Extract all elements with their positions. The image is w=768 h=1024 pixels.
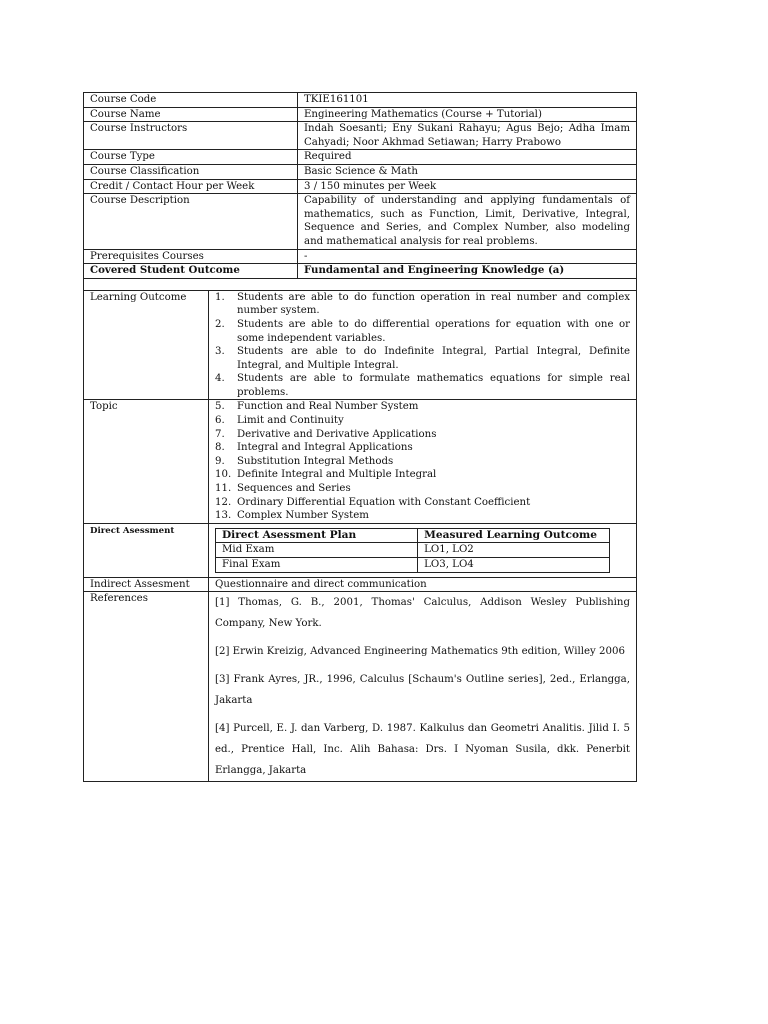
list-item xyxy=(215,482,630,496)
list-number: 5. xyxy=(215,401,225,413)
course-type-label: Course Type xyxy=(84,150,298,165)
list-item xyxy=(215,509,630,523)
reference-item: [4] Purcell, E. J. dan Varberg, D. 1987. Kalkulus dan Geometri Analitis. Jilid I. 5 ed., Prentice Hall, Inc. Alih Bahasa: Drs. I Nyoman Susila, dkk. Penerbit Erlangga, Jakarta xyxy=(215,723,630,777)
credit-hour-label: Credit / Contact Hour per Week xyxy=(84,179,298,194)
course-detail-table xyxy=(83,290,637,782)
course-classification-value: Basic Science & Math xyxy=(298,164,637,179)
topic-list xyxy=(215,400,630,522)
course-type-value: Required xyxy=(298,150,637,165)
list-number: 13. xyxy=(215,510,232,522)
indirect-assessment-value: Questionnaire and direct communication xyxy=(209,577,637,592)
table-row xyxy=(216,528,610,543)
direct-assessment-label-cell xyxy=(84,523,209,577)
course-classification-label: Course Classification xyxy=(84,164,298,179)
list-item xyxy=(215,372,630,399)
table-spacer-row xyxy=(84,278,637,290)
learning-outcome-cell xyxy=(209,290,637,400)
plan-cell: Mid Exam xyxy=(216,543,418,558)
course-code-value: TKIE161101 xyxy=(298,93,637,108)
outcome-cell: LO1, LO2 xyxy=(418,543,610,558)
list-item xyxy=(215,441,630,455)
list-number: 2. xyxy=(215,318,225,330)
list-number: 8. xyxy=(215,442,225,454)
list-text: Students are able to do differential operations for equation with one or some independent variables. xyxy=(237,318,630,344)
list-text: Function and Real Number System xyxy=(237,401,419,413)
references-label: References xyxy=(84,592,209,782)
table-row xyxy=(216,558,610,573)
list-item xyxy=(215,468,630,482)
table-row xyxy=(216,543,610,558)
assessment-plan-table xyxy=(215,528,610,573)
list-number: 12. xyxy=(215,496,232,508)
course-instructors-value: Indah Soesanti; Eny Sukani Rahayu; Agus Bejo; Adha Imam Cahyadi; Noor Akhmad Setiawan; Harry Prabowo xyxy=(298,122,637,150)
table-row xyxy=(84,179,637,194)
list-number: 1. xyxy=(215,291,225,303)
topic-label: Topic xyxy=(84,400,209,523)
table-row xyxy=(84,523,637,577)
list-text: Complex Number System xyxy=(237,510,369,522)
course-description-value: Capability of understanding and applying fundamentals of mathematics, such as Function, Limit, Derivative, Integral, Sequence and Series, and Complex Number, also modeling and mathematical analysis for real problems. xyxy=(298,194,637,249)
table-row xyxy=(84,264,637,279)
list-number: 4. xyxy=(215,373,225,385)
list-item xyxy=(215,291,630,318)
list-number: 9. xyxy=(215,455,225,467)
spacer-cell xyxy=(84,278,637,290)
list-item xyxy=(215,428,630,442)
learning-outcome-label: Learning Outcome xyxy=(84,290,209,400)
credit-hour-value: 3 / 150 minutes per Week xyxy=(298,179,637,194)
table-row xyxy=(84,122,637,150)
list-text: Students are able to do Indefinite Integral, Partial Integral, Definite Integral, and Multiple Integral. xyxy=(237,346,630,371)
list-item xyxy=(215,496,630,510)
list-text: Definite Integral and Multiple Integral xyxy=(237,469,437,481)
table-row xyxy=(84,164,637,179)
course-description-label: Course Description xyxy=(84,194,298,249)
table-row xyxy=(84,400,637,523)
learning-outcome-list xyxy=(215,291,630,400)
course-code-label: Course Code xyxy=(84,93,298,108)
table-row xyxy=(84,592,637,782)
list-text: Derivative and Derivative Applications xyxy=(237,428,437,440)
outcome-cell: LO3, LO4 xyxy=(418,558,610,573)
course-name-label: Course Name xyxy=(84,107,298,122)
assessment-plan-wrapper xyxy=(215,524,630,577)
list-item xyxy=(215,318,630,345)
list-item xyxy=(215,345,630,372)
list-number: 3. xyxy=(215,346,225,358)
course-instructors-label: Course Instructors xyxy=(84,122,298,150)
table-row xyxy=(84,93,637,108)
indirect-assessment-label: Indirect Assesment xyxy=(84,577,209,592)
course-info-table xyxy=(83,92,637,291)
table-row xyxy=(84,107,637,122)
references-cell xyxy=(209,592,637,782)
reference-item: [1] Thomas, G. B., 2001, Thomas' Calculus, Addison Wesley Publishing Company, New York. xyxy=(215,597,630,630)
list-number: 10. xyxy=(215,469,232,481)
reference-item: [2] Erwin Kreizig, Advanced Engineering Mathematics 9th edition, Willey 2006 xyxy=(215,646,625,658)
list-text: Sequences and Series xyxy=(237,483,351,495)
topic-cell xyxy=(209,400,637,523)
list-number: 7. xyxy=(215,428,225,440)
list-number: 11. xyxy=(215,483,232,495)
list-text: Ordinary Differential Equation with Constant Coefficient xyxy=(237,496,531,508)
direct-assessment-label: Direct Asessment xyxy=(90,525,175,536)
covered-outcome-label: Covered Student Outcome xyxy=(84,264,298,279)
table-row xyxy=(84,577,637,592)
covered-outcome-value: Fundamental and Engineering Knowledge (a) xyxy=(298,264,637,279)
list-item xyxy=(215,400,630,414)
table-row xyxy=(84,194,637,249)
list-text: Substitution Integral Methods xyxy=(237,455,394,467)
reference-item: [3] Frank Ayres, JR., 1996, Calculus [Schaum's Outline series], 2ed., Erlangga, Jakarta xyxy=(215,674,630,707)
table-row xyxy=(84,290,637,400)
direct-assessment-cell xyxy=(209,523,637,577)
course-syllabus-document xyxy=(83,92,637,782)
list-number: 6. xyxy=(215,415,225,427)
prerequisites-label: Prerequisites Courses xyxy=(84,249,298,264)
list-text: Students are able to do function operation in real number and complex number system. xyxy=(237,291,630,317)
prerequisites-value: - xyxy=(298,249,637,264)
list-item xyxy=(215,414,630,428)
list-text: Limit and Continuity xyxy=(237,415,344,427)
list-text: Integral and Integral Applications xyxy=(237,442,413,454)
list-item xyxy=(215,455,630,469)
table-row xyxy=(84,150,637,165)
list-text: Students are able to formulate mathematics equations for simple real problems. xyxy=(237,373,630,398)
plan-cell: Final Exam xyxy=(216,558,418,573)
table-row xyxy=(84,249,637,264)
course-name-value: Engineering Mathematics (Course + Tutorial) xyxy=(298,107,637,122)
outcome-header: Measured Learning Outcome xyxy=(418,528,610,543)
plan-header: Direct Asessment Plan xyxy=(216,528,418,543)
